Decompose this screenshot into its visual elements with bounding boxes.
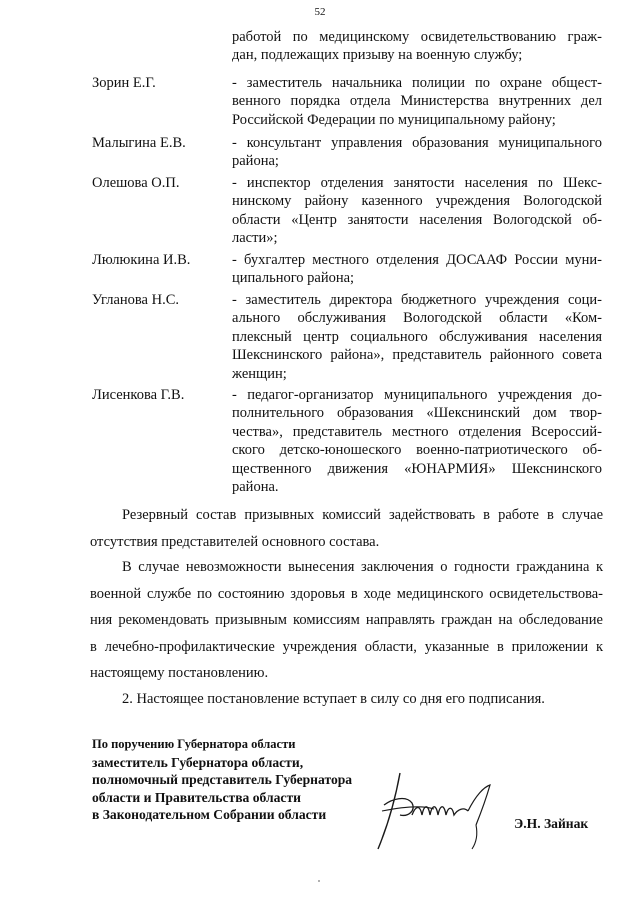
text-line: - инспектор отделения занятости населения по Шекс- — [232, 175, 602, 191]
text-line: ского детско-юношеского военно-патриотического об- — [232, 442, 602, 459]
text-line: района. — [232, 479, 279, 496]
on-behalf-line: По поручению Губернатора области — [92, 737, 296, 751]
signature-block — [92, 736, 352, 824]
list-item-continuation-text — [232, 28, 602, 65]
text-line: - заместитель директора бюджетного учреждения соци- — [232, 292, 602, 308]
text-line: района; — [232, 153, 279, 170]
text-line: - заместитель начальника полиции по охране общест- — [232, 75, 602, 91]
member-name: Зорин Е.Г. — [92, 75, 156, 91]
member-description — [232, 134, 602, 171]
text-line: отсутствия представителей основного состава. — [90, 533, 380, 550]
text-line: 2. Настоящее постановление вступает в силу со дня его подписания. — [122, 691, 545, 707]
text-line: Резервный состав призывных комиссий задействовать в работе в случае — [122, 507, 603, 523]
paragraph-reserve — [90, 502, 603, 555]
signer-title-line: заместитель Губернатора области, — [92, 754, 304, 770]
text-line: - бухгалтер местного отделения ДОСААФ России муни- — [232, 252, 602, 268]
member-name: Малыгина Е.В. — [92, 135, 186, 151]
text-line: настоящему постановлению. — [90, 665, 269, 681]
text-line: области «Центр занятости населения Вологодской об- — [232, 211, 602, 228]
text-line: - консультант управления образования муниципального — [232, 135, 602, 151]
text-line: ципального района; — [232, 270, 355, 287]
text-line: ального обслуживания Вологодской области «Ком- — [232, 310, 602, 327]
text-line: военной службе по состоянию здоровья в ходе медицинского освидетельствова- — [90, 585, 603, 602]
text-line: нинскому району казенного учреждения Вологодской — [232, 193, 602, 210]
text-line: В случае невозможности вынесения заключения о годности гражданина к — [122, 559, 603, 575]
text-line: в лечебно-профилактические учреждения области, указанные в приложении к — [90, 638, 603, 655]
text-line: венного порядка отдела Министерства внутренних дел — [232, 93, 602, 110]
signer-title-line: полномочный представитель Губернатора — [92, 772, 353, 787]
page-number: 52 — [314, 6, 326, 18]
text-line: Российской Федерации по муниципальному району; — [232, 111, 556, 128]
member-description — [232, 174, 602, 248]
member-name: Люлюкина И.В. — [92, 252, 191, 268]
text-line: работой по медицинскому освидетельствованию граж- — [232, 29, 602, 45]
text-line: полнительного образования «Шекснинский дом твор- — [232, 405, 602, 422]
text-line: чества», представитель местного отделения Всероссий- — [232, 423, 602, 440]
text-line: ласти»; — [232, 230, 278, 247]
member-name: Лисенкова Г.В. — [92, 387, 185, 403]
text-line: дан, подлежащих призыву на военную службу; — [232, 47, 523, 64]
signer-title-line: области и Правительства области — [92, 789, 301, 805]
text-line: плексный центр социального обслуживания населения — [232, 328, 602, 345]
text-line: ния рекомендовать призывным комиссиям направлять граждан на обследование — [90, 612, 603, 628]
text-line: женщин; — [232, 365, 287, 382]
member-description — [232, 291, 602, 383]
text-line: щественного движения «ЮНАРМИЯ» Шекснинского — [232, 460, 602, 477]
scan-speck — [318, 880, 320, 882]
text-line: - педагог-организатор муниципального учреждения до- — [232, 387, 602, 403]
handwritten-signature — [372, 765, 502, 855]
member-description — [232, 251, 602, 288]
signer-name: Э.Н. Зайнак — [514, 816, 589, 831]
text-line: Шекснинского района», представитель районного совета — [232, 347, 602, 364]
member-description — [232, 386, 602, 496]
signer-title-line: в Законодательном Собрании области — [92, 807, 327, 822]
member-name: Олешова О.П. — [92, 175, 180, 191]
paragraph-effective-date — [90, 686, 603, 713]
paragraph-medical-referral — [90, 554, 603, 687]
member-name: Угланова Н.С. — [92, 292, 179, 308]
member-description — [232, 74, 602, 129]
